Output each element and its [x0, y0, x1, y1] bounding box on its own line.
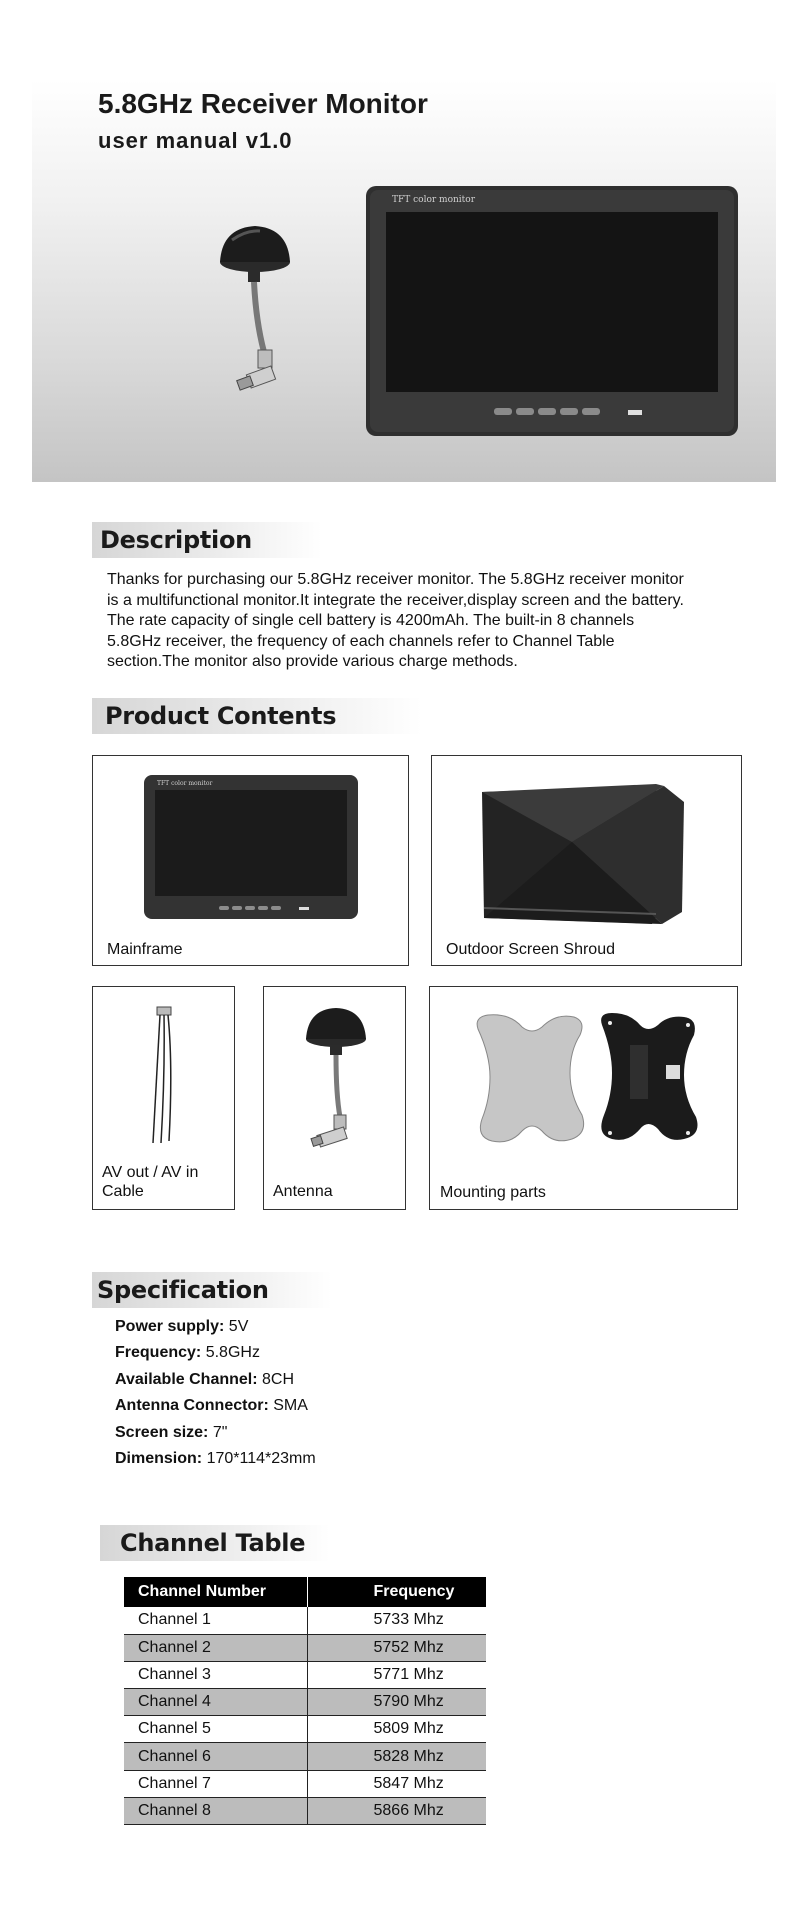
- spec-row: [115, 1393, 316, 1419]
- product-label: Outdoor Screen Shroud: [446, 941, 615, 958]
- product-contents-heading: Product Contents: [105, 702, 337, 730]
- description-line: section.The monitor also provide various charge methods.: [107, 653, 518, 670]
- channel-cell: Channel 7: [124, 1770, 307, 1797]
- frequency-cell: 5733 Mhz: [307, 1607, 486, 1634]
- specification-header: [92, 1272, 332, 1308]
- product-label: Antenna: [273, 1183, 333, 1200]
- spec-key: Available Channel:: [115, 1370, 258, 1388]
- specification-list: [115, 1314, 316, 1472]
- spec-key: Frequency:: [115, 1344, 202, 1362]
- product-label: Mounting parts: [440, 1184, 546, 1201]
- table-row: [124, 1634, 486, 1661]
- description-line: 5.8GHz receiver, the frequency of each channels refer to Channel Table: [107, 632, 615, 650]
- description-line: The rate capacity of single cell battery is 4200mAh. The built-in 8 channels: [107, 612, 635, 629]
- spec-key: Screen size:: [115, 1423, 209, 1441]
- description-body: [107, 570, 737, 673]
- mainframe-brand-label: TFT color monitor: [157, 780, 213, 787]
- channel-cell: Channel 8: [124, 1797, 307, 1824]
- channel-cell: Channel 6: [124, 1743, 307, 1770]
- frequency-cell: 5809 Mhz: [307, 1716, 486, 1743]
- product-item-mounting-parts: [429, 986, 738, 1210]
- spec-row: [115, 1420, 316, 1446]
- spec-value: 170*114*23mm: [202, 1449, 316, 1467]
- table-row: [124, 1716, 486, 1743]
- channel-table-heading: Channel Table: [120, 1529, 306, 1557]
- antenna-photo: [296, 1005, 376, 1155]
- page-title: 5.8GHz Receiver Monitor: [98, 88, 428, 119]
- channel-table: [124, 1577, 486, 1825]
- specification-heading: Specification: [97, 1276, 269, 1304]
- sunshade-photo: [476, 782, 692, 928]
- antenna-image: [210, 222, 300, 412]
- table-row: [124, 1770, 486, 1797]
- cable-photo: [145, 1005, 185, 1145]
- frequency-cell: 5828 Mhz: [307, 1743, 486, 1770]
- spec-value: 7": [208, 1423, 228, 1441]
- frequency-cell: 5847 Mhz: [307, 1770, 486, 1797]
- frequency-cell: 5771 Mhz: [307, 1661, 486, 1688]
- channel-cell: Channel 2: [124, 1634, 307, 1661]
- frequency-cell: 5866 Mhz: [307, 1797, 486, 1824]
- spec-row: [115, 1367, 316, 1393]
- spec-key: Power supply:: [115, 1318, 225, 1335]
- product-item-mainframe: [92, 755, 409, 966]
- spec-value: 8CH: [257, 1370, 295, 1388]
- spec-row: [115, 1446, 316, 1472]
- table-row: [124, 1689, 486, 1716]
- frequency-cell: 5790 Mhz: [307, 1689, 486, 1716]
- description-header: [92, 522, 322, 558]
- mainframe-photo: [143, 774, 359, 920]
- channel-cell: Channel 1: [124, 1607, 307, 1634]
- table-row: [124, 1607, 486, 1634]
- monitor-brand-label: TFT color monitor: [392, 195, 475, 205]
- spec-key: Dimension:: [115, 1449, 203, 1467]
- column-header-channel: Channel Number: [124, 1577, 307, 1607]
- description-line: Thanks for purchasing our 5.8GHz receiver monitor. The 5.8GHz receiver monitor: [107, 571, 684, 588]
- frequency-cell: 5752 Mhz: [307, 1634, 486, 1661]
- description-line: is a multifunctional monitor.It integrate the receiver,display screen and the battery.: [107, 591, 684, 609]
- channel-table-header: [100, 1525, 330, 1561]
- spec-value: SMA: [268, 1397, 308, 1415]
- table-row: [124, 1743, 486, 1770]
- product-item-av-cable: [92, 986, 235, 1210]
- column-header-frequency: Frequency: [307, 1577, 486, 1607]
- table-header-row: [124, 1577, 486, 1607]
- table-row: [124, 1797, 486, 1824]
- table-row: [124, 1661, 486, 1688]
- product-label-line: Cable: [102, 1183, 144, 1200]
- product-label: Mainframe: [107, 941, 183, 958]
- channel-cell: Channel 3: [124, 1661, 307, 1688]
- product-contents-header: [92, 698, 422, 734]
- product-item-screen-shroud: [431, 755, 742, 966]
- monitor-image: [364, 184, 742, 440]
- channel-cell: Channel 5: [124, 1716, 307, 1743]
- mount-photo: [470, 1011, 710, 1151]
- product-label-line: AV out / AV in: [102, 1164, 199, 1181]
- product-item-antenna: [263, 986, 406, 1210]
- spec-value: 5V: [224, 1318, 249, 1335]
- spec-value: 5.8GHz: [201, 1344, 260, 1362]
- spec-row: [115, 1340, 316, 1366]
- description-heading: Description: [100, 526, 252, 554]
- channel-cell: Channel 4: [124, 1689, 307, 1716]
- page-subtitle: user manual v1.0: [98, 128, 293, 153]
- product-label: [102, 1163, 198, 1201]
- spec-key: Antenna Connector:: [115, 1397, 269, 1415]
- spec-row: [115, 1314, 316, 1340]
